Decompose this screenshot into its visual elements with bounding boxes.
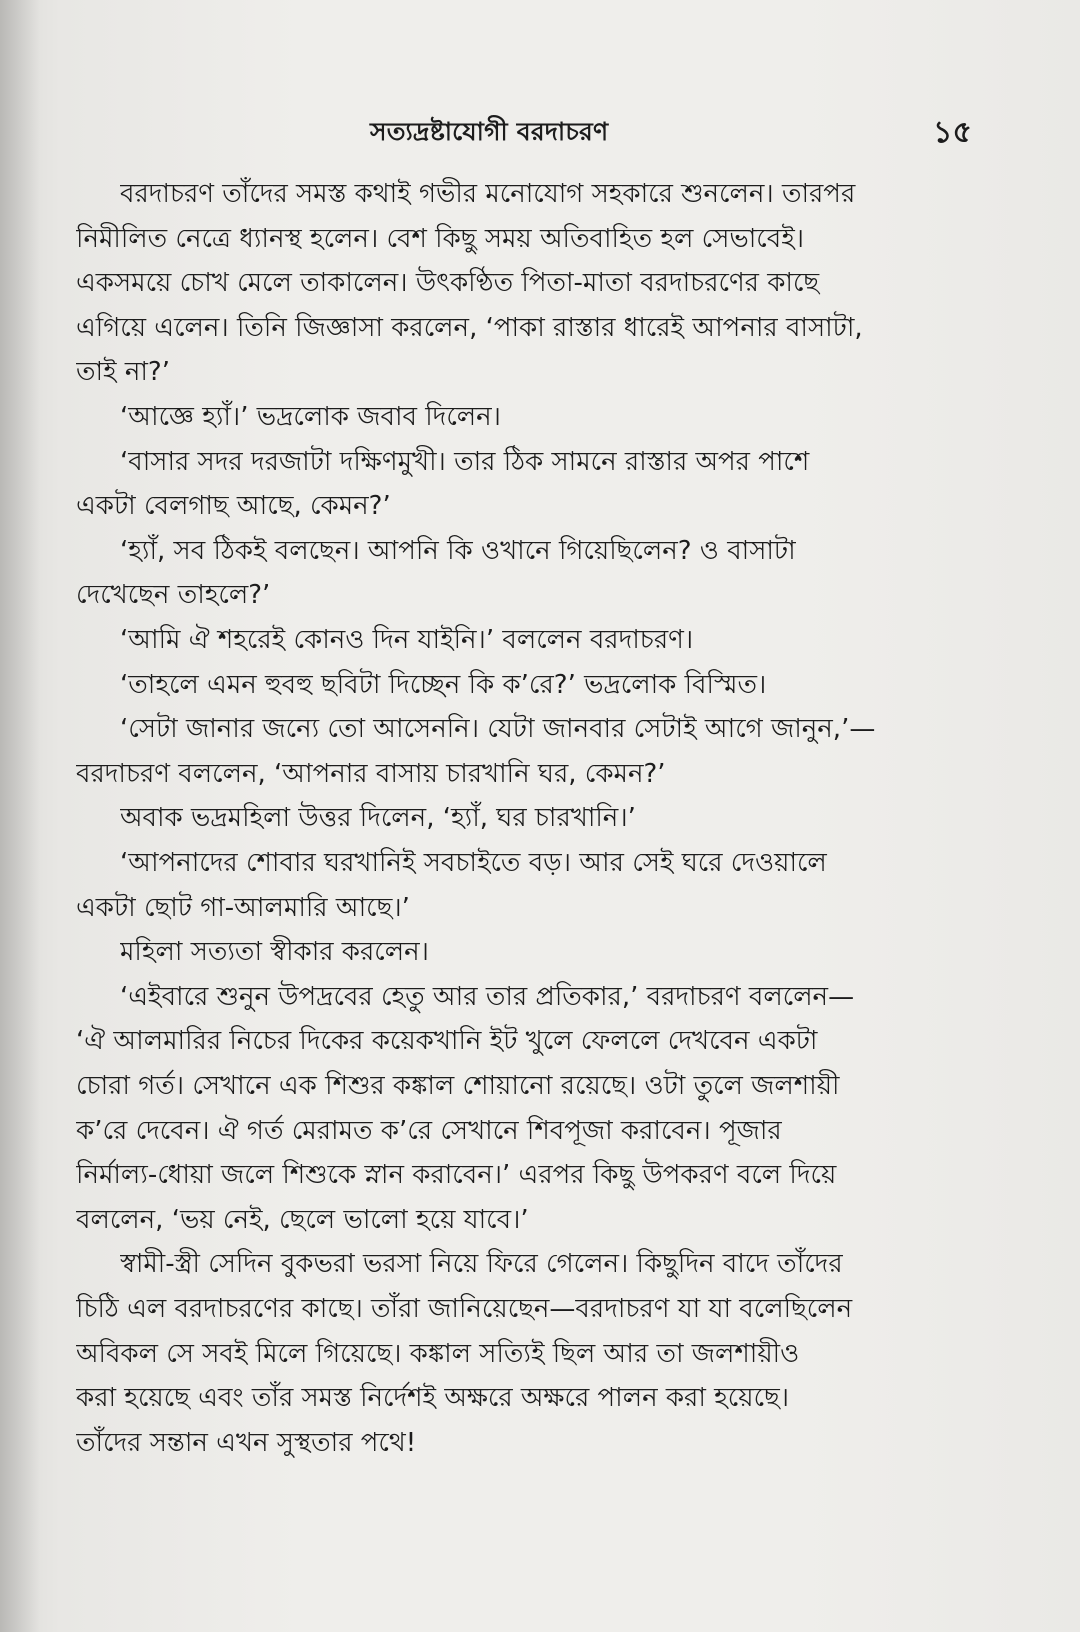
text-line: বরদাচরণ তাঁদের সমস্ত কথাই গভীর মনোযোগ সহকারে শুনলেন। তারপর <box>120 179 856 209</box>
text-line: ‘আজ্ঞে হ্যাঁ।’ ভদ্রলোক জবাব দিলেন। <box>120 402 501 432</box>
text-line: বরদাচরণ বললেন, ‘আপনার বাসায় চারখানি ঘর, কেমন?’ <box>76 758 666 789</box>
text-line: ‘এইবারে শুনুন উপদ্রবের হেতু আর তার প্রতিকার,’ বরদাচরণ বললেন— <box>120 981 855 1012</box>
page-number: ১৫ <box>933 115 972 150</box>
text-line: ‘আপনাদের শোবার ঘরখানিই সবচাইতে বড়। আর সেই ঘরে দেওয়ালে <box>120 848 827 878</box>
text-line: ক’রে দেবেন। ঐ গর্ত মেরামত ক’রে সেখানে শিবপূজা করাবেন। পূজার <box>76 1115 782 1146</box>
text-line: অবাক ভদ্রমহিলা উত্তর দিলেন, ‘হ্যাঁ, ঘর চারখানি।’ <box>120 803 636 834</box>
text-line: করা হয়েছে এবং তাঁর সমস্ত নির্দেশই অক্ষরে অক্ষরে পালন করা হয়েছে। <box>76 1383 790 1414</box>
text-line: দেখেছেন তাহলে?’ <box>76 580 271 611</box>
text-line: একটা ছোট গা-আলমারি আছে।’ <box>76 892 410 923</box>
text-line: নির্মাল্য-ধোয়া জলে শিশুকে স্নান করাবেন।’ এরপর কিছু উপকরণ বলে দিয়ে <box>76 1160 837 1191</box>
text-line: তাঁদের সন্তান এখন সুস্থতার পথে! <box>76 1427 417 1458</box>
text-line: ‘তাহলে এমন হুবহু ছবিটা দিচ্ছেন কি ক’রে?’ ভদ্রলোক বিস্মিত। <box>120 669 767 700</box>
text-line: তাই না?’ <box>76 357 170 388</box>
text-line: ‘হ্যাঁ, সব ঠিকই বলছেন। আপনি কি ওখানে গিয়েছিলেন? ও বাসাটা <box>120 535 796 566</box>
text-line: ‘বাসার সদর দরজাটা দক্ষিণমুখী। তার ঠিক সামনে রাস্তার অপর পাশে <box>120 446 810 477</box>
running-header-title: সত্যদ্রষ্টাযোগী বরদাচরণ <box>370 117 609 146</box>
text-line: নিমীলিত নেত্রে ধ্যানস্থ হলেন। বেশ কিছু সময় অতিবাহিত হল সেভাবেই। <box>76 223 805 254</box>
binding-shadow <box>0 0 40 1632</box>
text-line: এগিয়ে এলেন। তিনি জিজ্ঞাসা করলেন, ‘পাকা রাস্তার ধারেই আপনার বাসাটা, <box>76 312 863 343</box>
text-line: একটা বেলগাছ আছে, কেমন?’ <box>76 491 391 522</box>
text-line: স্বামী-স্ত্রী সেদিন বুকভরা ভরসা নিয়ে ফিরে গেলেন। কিছুদিন বাদে তাঁদের <box>120 1249 843 1280</box>
text-line: চোরা গর্ত। সেখানে এক শিশুর কঙ্কাল শোয়ানো রয়েছে। ওটা তুলে জলশায়ী <box>76 1071 840 1101</box>
text-line: অবিকল সে সবই মিলে গিয়েছে। কঙ্কাল সত্যিই ছিল আর তা জলশায়ীও <box>76 1338 800 1369</box>
text-line: একসময়ে চোখ মেলে তাকালেন। উৎকণ্ঠিত পিতা-মাতা বরদাচরণের কাছে <box>76 268 820 299</box>
text-line: ‘সেটা জানার জন্যে তো আসেননি। যেটা জানবার সেটাই আগে জানুন,’— <box>120 714 876 745</box>
text-line: বললেন, ‘ভয় নেই, ছেলে ভালো হয়ে যাবে।’ <box>76 1204 529 1235</box>
text-line: ‘আমি ঐ শহরেই কোনও দিন যাইনি।’ বললেন বরদাচরণ। <box>120 625 694 655</box>
text-line: মহিলা সত্যতা স্বীকার করলেন। <box>120 937 429 968</box>
text-line: ‘ঐ আলমারির নিচের দিকের কয়েকখানি ইট খুলে ফেললে দেখবেন একটা <box>76 1026 818 1057</box>
text-line: চিঠি এল বরদাচরণের কাছে। তাঁরা জানিয়েছেন—বরদাচরণ যা যা বলেছিলেন <box>76 1294 853 1324</box>
